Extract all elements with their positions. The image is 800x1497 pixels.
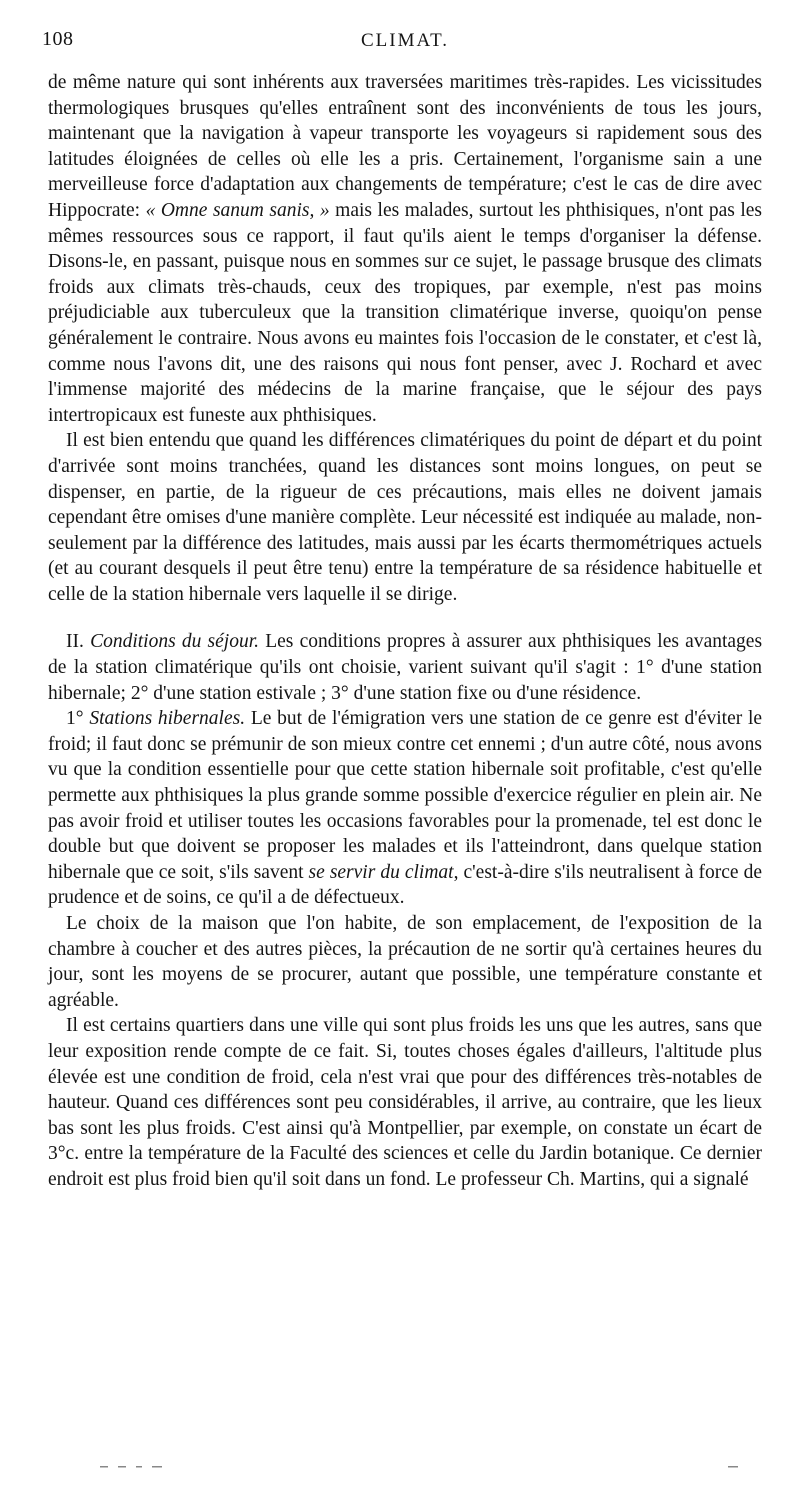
paragraph-text: Le choix de la maison que l'on habite, de son emplacement, de l'exposition de la chambre à coucher et des autres pièces, la précaution de ne sortir qu'à certaines heures du jour, sont les moyens de se procurer, autant que possible, une température constante et agréable.	[48, 913, 762, 1011]
paragraph-text: Il est certains quartiers dans une ville qui sont plus froids les uns que les autres, sans que leur exposition rende compte de ce fait. Si, toutes choses égales d'ailleurs, l'altitude plus élevée est une condition de froid, cela n'est vrai que pour des différences très-notables de hauteur. Quand ces différences sont peu considérables, il arrive, au contraire, que les lieux bas sont les plus froids. C'est ainsi qu'à Montpellier, par exemple, on constate un écart de 3°c. entre la température de la Faculté des sciences et celle du Jardin botanique. Ce dernier endroit est plus froid bien qu'il soit dans un fond. Le professeur Ch. Martins, qui a signalé	[48, 1015, 762, 1190]
emphasis-phrase: se servir du climat	[308, 861, 454, 883]
hippocrates-quote: « Omne sanum sanis, »	[145, 199, 330, 221]
footer-dash-marks	[100, 1464, 740, 1470]
paragraph-text: Il est bien entendu que quand les différences climatériques du point de départ et du point d'arrivée sont moins tranchées, quand les distances sont moins longues, on peut se dispenser, en partie, de la rigueur de ces précautions, mais elles ne doivent jamais cependant être omises d'une manière complète. Leur nécessité est indiquée au malade, non-seulement par la différence des latitudes, mais aussi par les écarts thermométriques actuels (et au courant desquels il peut être tenu) entre la température de sa résidence habituelle et celle de la station hibernale vers laquelle il se dirige.	[48, 430, 762, 605]
page-header	[42, 22, 762, 56]
page-body	[48, 70, 762, 1193]
paragraph-text: mais les malades, surtout les phthisiques, n'ont pas les mêmes ressources sous ce rapport, il faut qu'ils aient le temps d'organiser la défense. Disons-le, en passant, puisque nous en sommes sur ce sujet, le passage brusque des climats froids aux climats très-chauds, ceux des tropiques, par exemple, n'est pas moins préjudiciable aux tuberculeux que la transition climatérique inverse, quoiqu'on pense généralement le contraire. Nous avons eu maintes fois l'occasion de le constater, et c'est là, comme nous l'avons dit, une des raisons qui nous font penser, avec J. Rochard et avec l'immense majorité des médecins de la marine française, que le séjour des pays intertropicaux est funeste aux phthisiques.	[48, 199, 762, 426]
paragraph-text: de même nature qui sont inhérents aux traversées maritimes très-rapides. Les vicissitudes thermologiques brusques qu'elles entraînent sont des inconvénients de tous les jours, maintenant que la navigation à vapeur transporte les voyageurs si rapidement sous des latitudes éloignées de celles où elle les a pris. Certainement, l'organisme sain a une merveilleuse force d'adaptation aux changements de température; c'est le cas de dire avec Hippocrate:	[48, 72, 762, 221]
page-number: 108	[42, 28, 74, 50]
section-heading: Conditions du séjour.	[90, 631, 260, 653]
footer-dash	[100, 1466, 108, 1468]
paragraph-text: Le but de l'émigration vers une station de ce genre est d'éviter le froid; il faut donc se prémunir de son mieux contre cet ennemi ; d'un autre côté, nous avons vu que la condition essentielle pour que cette station hibernale soit profitable, c'est qu'elle permette aux phthisiques la plus grande somme possible d'exercice régulier en plein air. Ne pas avoir froid et utiliser toutes les occasions favorables pour la promenade, tel est donc le double but que doivent se proposer les malades et ils l'atteindront, dans quelque station hibernale que ce soit, s'ils savent	[48, 708, 763, 883]
paragraph-voyages	[48, 70, 762, 428]
paragraph-precautions	[48, 428, 762, 607]
paragraph-quartiers	[48, 1013, 762, 1192]
scan-footer-marks	[100, 1462, 740, 1468]
subsection-stations-hibernales	[48, 706, 762, 911]
paragraph-text: , c'est-à-dire s'ils neutralisent à force de prudence et de soins, ce qu'il a de défectueux.	[48, 861, 762, 909]
subsection-number: 1°	[66, 708, 84, 730]
paragraph-maison	[48, 911, 762, 1013]
footer-dash	[152, 1466, 162, 1468]
footer-dash	[136, 1466, 142, 1468]
subsection-heading: Stations hibernales.	[89, 708, 246, 730]
footer-dash	[728, 1466, 738, 1468]
section-spacer	[48, 607, 762, 629]
section-conditions-du-sejour	[48, 629, 762, 706]
footer-dash	[118, 1466, 126, 1468]
paragraph-text: Les conditions propres à assurer aux phthisiques les avantages de la station climatérique qu'ils ont choisie, varient suivant qu'il s'agit : 1° d'une station hibernale; 2° d'une station estivale ; 3° d'une station fixe ou d'une résidence.	[48, 631, 763, 704]
running-title: CLIMAT.	[360, 30, 450, 51]
section-number: II.	[66, 631, 84, 653]
